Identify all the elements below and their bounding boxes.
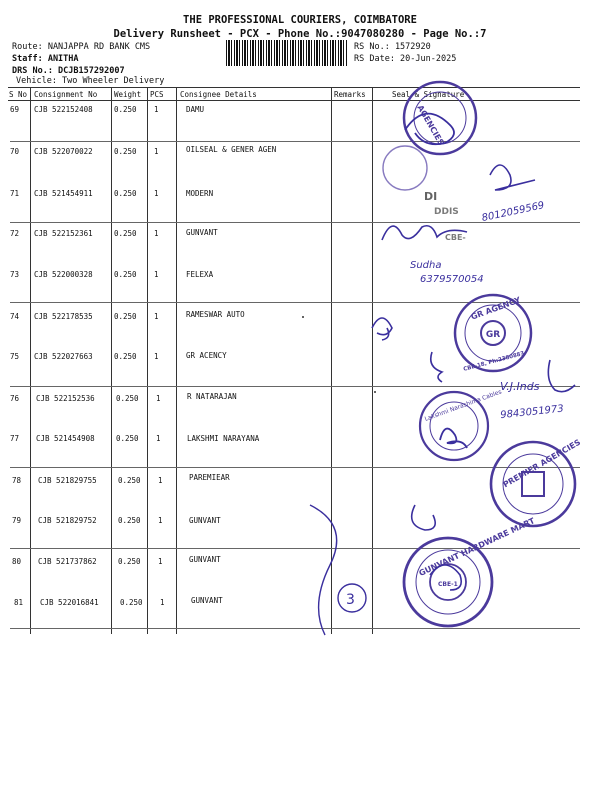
row-pcs: 1 (154, 312, 159, 321)
rs-date: RS Date: 20-Jun-2025 (354, 54, 457, 64)
row-pcs: 1 (154, 189, 159, 198)
row-weight: 0.250 (118, 516, 141, 525)
rs-number: RS No.: 1572920 (354, 42, 431, 52)
handwritten-phone: 9843051973 (499, 403, 565, 422)
row-sno: 81 (14, 598, 24, 607)
stamp-text: GR AGENCY (469, 295, 522, 322)
stamp-gunvant (404, 516, 537, 626)
row-weight: 0.250 (114, 189, 137, 198)
stamp-text: AGENCIES (415, 103, 446, 147)
svg-text:DDIS: DDIS (434, 207, 459, 217)
row-pcs: 1 (154, 352, 159, 361)
row-consignment: CJB 521829752 (38, 516, 97, 525)
row-consignment: CJB 522152536 (36, 394, 95, 403)
stamp-gr-agency (455, 295, 531, 373)
row-sno: 73 (10, 270, 20, 279)
stamp-center-text: CBE-1 (438, 581, 458, 588)
row-consignee: R NATARAJAN (187, 392, 237, 401)
col-header-signature: Seal & Signature (392, 90, 465, 99)
row-pcs: 1 (154, 105, 159, 114)
document-title: THE PROFESSIONAL COURIERS, COIMBATORE (183, 14, 417, 26)
row-consignee: GR ACENCY (186, 351, 227, 360)
row-consignment: CJB 522027663 (34, 352, 93, 361)
row-consignee: GUNVANT (189, 555, 221, 564)
row-sno: 69 (10, 105, 20, 114)
stamp-text: Lakshmi Narashima Cables (423, 388, 503, 423)
row-weight: 0.250 (114, 229, 137, 238)
row-consignment: CJB 522178535 (34, 312, 93, 321)
row-sno: 74 (10, 312, 20, 321)
svg-text:CBE-: CBE- (445, 233, 466, 242)
svg-text:GR: GR (485, 330, 501, 340)
row-consignee: FELEXA (186, 270, 214, 279)
stamp-premier (491, 438, 582, 526)
row-sno: 75 (10, 352, 20, 361)
handwritten-phone: 6379570054 (420, 274, 484, 285)
row-pcs: 1 (156, 394, 161, 403)
row-consignee: OILSEAL & GENER AGEN (186, 145, 277, 154)
col-header-sno: S No (9, 90, 28, 99)
row-weight: 0.250 (114, 352, 137, 361)
row-sno: 70 (10, 147, 20, 156)
row-consignment: CJB 521454908 (36, 434, 95, 443)
handwritten-name: V.J.Inds (500, 380, 540, 393)
row-weight: 0.250 (116, 394, 139, 403)
row-pcs: 1 (158, 476, 163, 485)
row-consignee: DAMU (186, 105, 205, 114)
row-consignee: RAMESWAR AUTO (186, 310, 245, 319)
col-header-remarks: Remarks (334, 90, 366, 99)
row-consignee: MODERN (186, 189, 214, 198)
row-consignment: CJB 522152361 (34, 229, 93, 238)
stamp-text: PREMIER AGENCIES (501, 437, 583, 490)
handwritten-phone: 8012059569 (480, 200, 546, 225)
row-consignment: CJB 522070022 (34, 147, 93, 156)
row-pcs: 1 (160, 598, 165, 607)
document-subtitle: Delivery Runsheet - PCX - Phone No.:9047080280 - Page No.:7 (113, 28, 487, 40)
row-consignee: GUNVANT (189, 516, 221, 525)
row-consignment: CJB 521454911 (34, 189, 93, 198)
row-consignment: CJB 522016841 (40, 598, 99, 607)
staff-label: Staff: ANITHA (12, 54, 79, 64)
row-consignment: CJB 521737862 (38, 557, 97, 566)
vehicle-label: Vehicle: Two Wheeler Delivery (16, 76, 165, 86)
row-weight: 0.250 (118, 557, 141, 566)
row-weight: 0.250 (116, 434, 139, 443)
row-consignee: LAKSHMI NARAYANA (187, 434, 260, 443)
row-consignment: CJB 522000328 (34, 270, 93, 279)
row-weight: 0.250 (114, 312, 137, 321)
row-weight: 0.250 (118, 476, 141, 485)
drs-label: DRS No.: DCJB157292007 (12, 66, 125, 76)
row-weight: 0.250 (120, 598, 143, 607)
row-consignment: CJB 522152408 (34, 105, 93, 114)
row-sno: 77 (10, 434, 20, 443)
row-pcs: 1 (158, 557, 163, 566)
col-header-weight: Weight (114, 90, 142, 99)
row-pcs: 1 (154, 229, 159, 238)
route-label: Route: NANJAPPA RD BANK CMS (12, 42, 151, 52)
row-pcs: 1 (158, 516, 163, 525)
svg-text:DI: DI (424, 190, 438, 203)
stamp-cables (420, 389, 503, 460)
col-header-pcs: PCS (150, 90, 164, 99)
row-weight: 0.250 (114, 147, 137, 156)
row-sno: 76 (10, 394, 20, 403)
row-consignee: GUNVANT (186, 228, 218, 237)
row-sno: 71 (10, 189, 20, 198)
row-consignee: PAREMIEAR (189, 473, 230, 482)
row-weight: 0.250 (114, 105, 137, 114)
row-pcs: 1 (154, 270, 159, 279)
stamp-text: GUNVANT HARDWARE MART (417, 516, 537, 578)
row-sno: 79 (12, 516, 22, 525)
row-weight: 0.250 (114, 270, 137, 279)
row-sno: 72 (10, 229, 20, 238)
row-sno: 80 (12, 557, 22, 566)
row-pcs: 1 (156, 434, 161, 443)
handwritten-name: Sudha (410, 260, 442, 271)
row-consignment: CJB 521829755 (38, 476, 97, 485)
row-consignee: GUNVANT (191, 596, 223, 605)
col-header-consignee: Consignee Details (180, 90, 257, 99)
stamp-subtext: CBE-18, Ph:2380883 (462, 350, 526, 373)
row-pcs: 1 (154, 147, 159, 156)
row-sno: 78 (12, 476, 22, 485)
circled-number: 3 (346, 592, 355, 608)
col-header-consignment: Consignment No (34, 90, 98, 99)
